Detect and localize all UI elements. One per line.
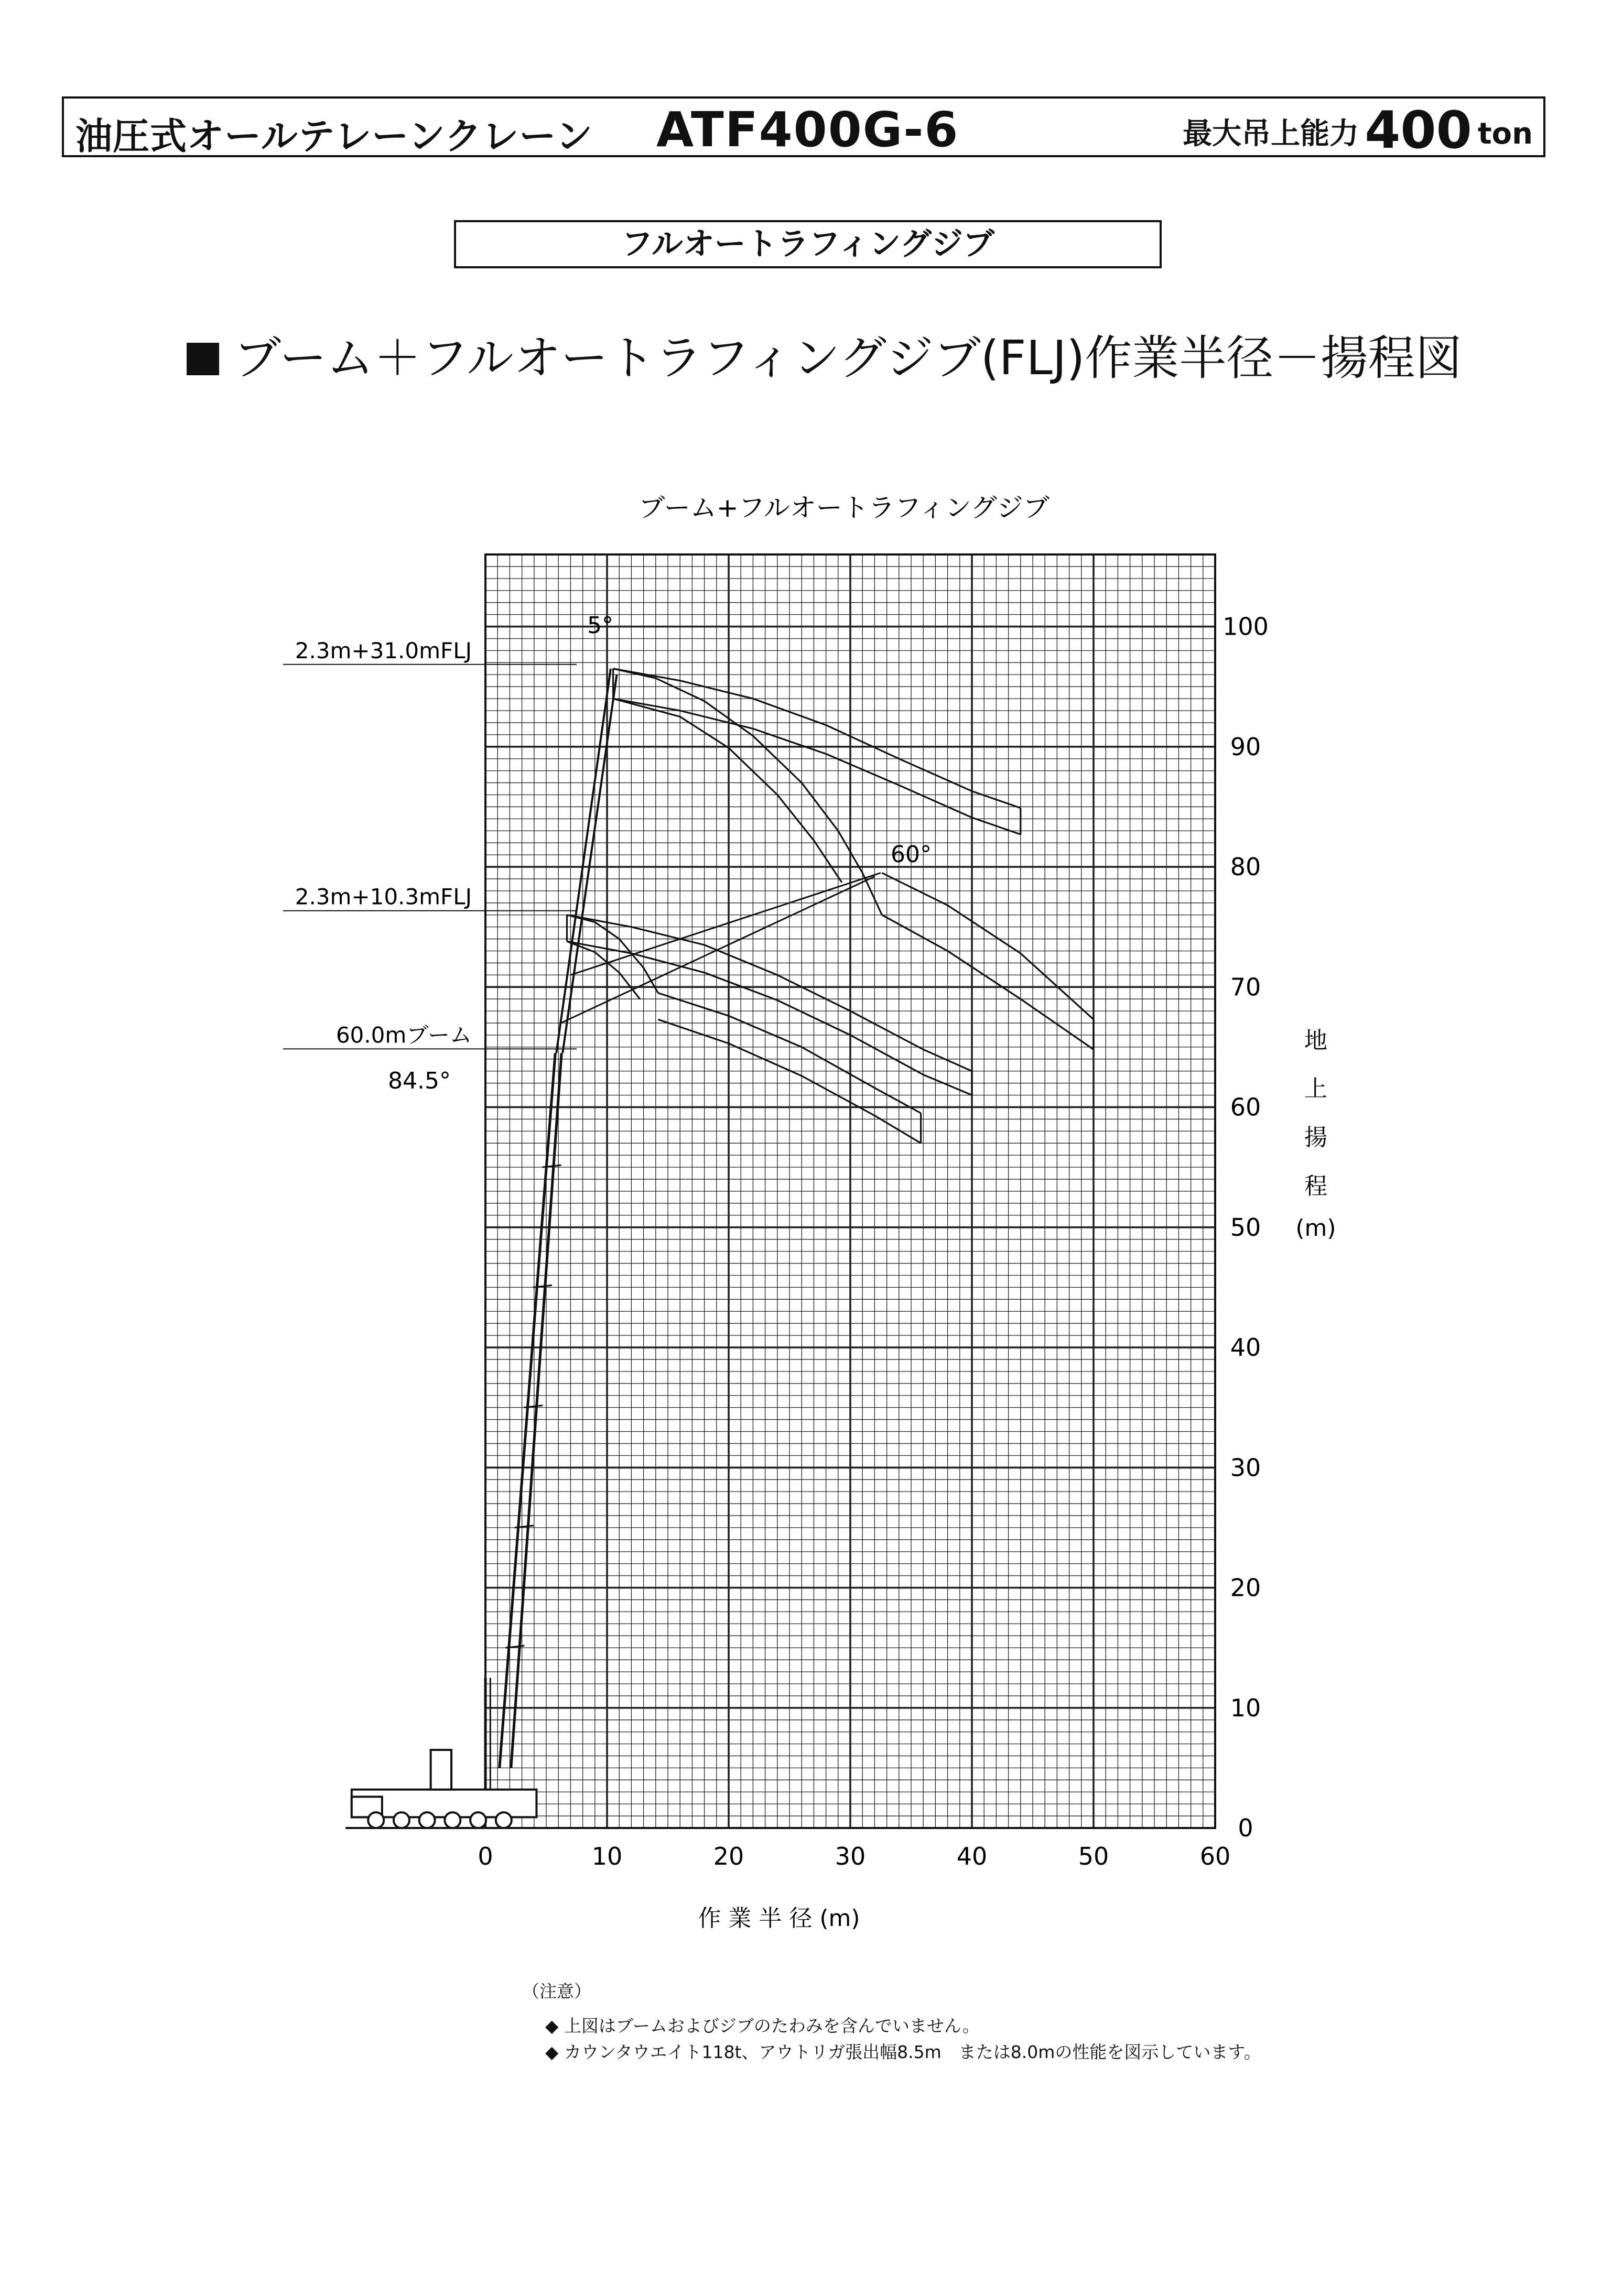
y-tick-label: 20: [1230, 1573, 1261, 1602]
angle-annotation: 60°: [891, 841, 932, 868]
y-axis-label-char: (m): [1295, 1215, 1336, 1242]
y-axis-label: [1295, 1027, 1336, 1242]
y-tick-label: 50: [1230, 1213, 1261, 1242]
y-tick-label: 80: [1230, 853, 1261, 882]
wheel: [445, 1812, 460, 1828]
y-tick-label: 10: [1230, 1693, 1261, 1722]
wheel: [394, 1812, 409, 1828]
capacity-label: 最大吊上能力: [1183, 117, 1359, 151]
config-label: 2.3m+31.0mFLJ: [295, 637, 472, 663]
x-tick-label: 40: [956, 1842, 988, 1870]
y-tick-label: 40: [1230, 1333, 1261, 1362]
angle-annotation: 84.5°: [388, 1068, 451, 1094]
chart-series: [561, 669, 1094, 1144]
y-axis-label-char: 揚: [1304, 1124, 1327, 1151]
y-axis-label-char: 地: [1304, 1027, 1327, 1054]
long-jib-low-lower-curve: [882, 915, 1094, 1050]
x-tick-label: 50: [1078, 1842, 1109, 1870]
config-label: 2.3m+10.3mFLJ: [295, 884, 472, 910]
counterweight: [431, 1750, 451, 1790]
notes-title: （注意）: [522, 1981, 591, 2001]
x-tick-label: 20: [713, 1842, 744, 1870]
config-label: 60.0mブーム: [336, 1022, 472, 1048]
boom-line: [500, 1053, 555, 1768]
x-axis-label: 作 業 半 径 (m): [698, 1905, 860, 1932]
wheel: [470, 1812, 486, 1828]
crane-type-title: 油圧式オールテレーンクレーン: [75, 115, 593, 158]
y-tick-label: 70: [1230, 973, 1261, 1002]
boom-line: [511, 1053, 561, 1768]
section-title-text: ブーム＋フルオートラフィングジブ(FLJ)作業半径－揚程図: [234, 331, 1463, 386]
y-axis-label-char: 程: [1304, 1173, 1327, 1200]
chart-grid: [485, 554, 1215, 1828]
angle-annotation: 5°: [587, 612, 613, 639]
x-tick-label: 60: [1199, 1842, 1231, 1870]
capacity-value: 400: [1365, 101, 1472, 160]
y-tick-label: 100: [1222, 612, 1269, 641]
model-name: ATF400G-6: [656, 102, 959, 158]
x-tick-label: 0: [478, 1842, 493, 1870]
long-jib-low-upper-curve: [882, 873, 1094, 1020]
wheel: [496, 1812, 512, 1828]
y-tick-label: 0: [1238, 1814, 1253, 1842]
note-item: ◆ 上図はブームおよびジブのたわみを含んでいません。: [545, 2016, 980, 2036]
tick-labels: [478, 613, 1269, 1870]
y-tick-label: 60: [1230, 1093, 1261, 1122]
wheel: [368, 1812, 384, 1828]
y-tick-label: 30: [1230, 1453, 1261, 1482]
y-tick-label: 90: [1230, 732, 1261, 761]
chart-title: ブーム+フルオートラフィングジブ: [639, 493, 1050, 523]
x-tick-label: 30: [835, 1842, 866, 1870]
capacity-unit: ton: [1477, 117, 1533, 151]
y-axis-label-char: 上: [1304, 1075, 1327, 1102]
note-item: ◆ カウンタウエイト118t、アウトリガ張出幅8.5m または8.0mの性能を図示しています。: [545, 2042, 1261, 2062]
subtitle-box: フルオートラフィングジブ: [454, 220, 1162, 268]
jib-strut-line: [556, 669, 611, 1053]
x-tick-label: 10: [591, 1842, 623, 1870]
wheel: [419, 1812, 435, 1828]
